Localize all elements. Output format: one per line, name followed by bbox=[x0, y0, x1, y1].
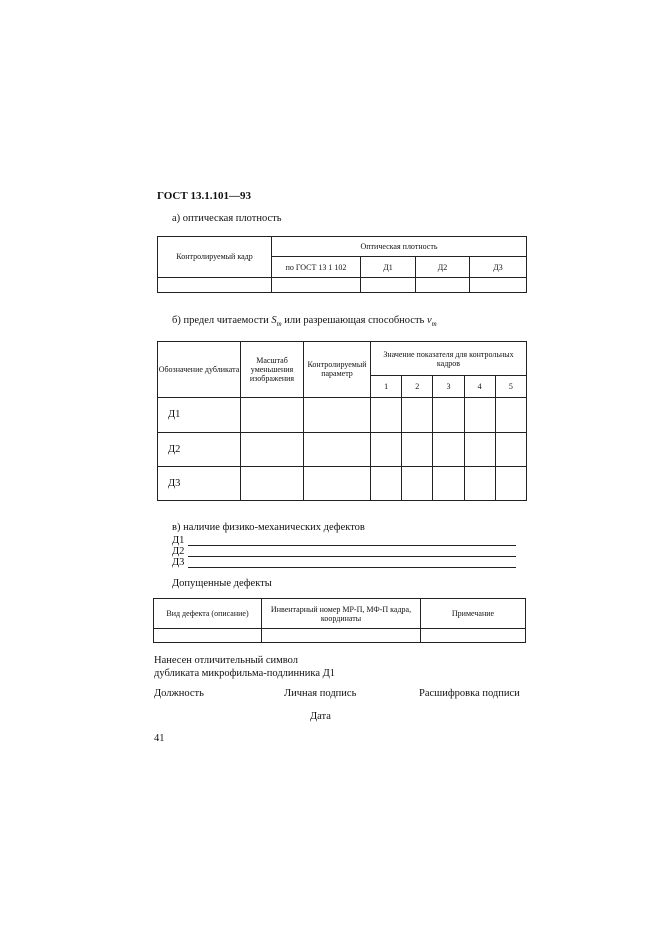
table-cell bbox=[304, 466, 371, 500]
fill-line bbox=[188, 545, 516, 546]
table-cell bbox=[402, 466, 433, 500]
col-d1: Д1 bbox=[361, 257, 416, 277]
table-cell bbox=[470, 277, 527, 292]
table-cell bbox=[272, 277, 361, 292]
row-d3: Д3 bbox=[158, 466, 241, 500]
table-cell bbox=[421, 629, 526, 643]
col-gost: по ГОСТ 13 1 102 bbox=[272, 257, 361, 277]
note-line-1: Нанесен отличительный символ bbox=[154, 655, 299, 666]
col-group-values: Значение показателя для контрольных кадров bbox=[371, 342, 527, 376]
table-cell bbox=[402, 432, 433, 466]
table-cell bbox=[371, 466, 402, 500]
note-line-2: дубликата микрофильма-подлинника Д1 bbox=[154, 668, 336, 679]
table-cell bbox=[262, 629, 421, 643]
table-cell bbox=[241, 432, 304, 466]
doc-code: ГОСТ 13.1.101—93 bbox=[157, 190, 251, 202]
frame-5: 5 bbox=[495, 376, 526, 398]
table-cell bbox=[433, 466, 464, 500]
date-label: Дата bbox=[310, 711, 331, 722]
fill-line bbox=[188, 567, 516, 568]
controlled-frame-header: Контролируемый кадр bbox=[158, 237, 272, 278]
table-cell bbox=[464, 466, 495, 500]
col-duplicate: Обозначение дубликата bbox=[158, 342, 241, 398]
col-note: Примечание bbox=[421, 599, 526, 629]
defects-table bbox=[153, 598, 526, 643]
col-defect-type: Вид дефекта (описание) bbox=[154, 599, 262, 629]
col-d2: Д2 bbox=[416, 257, 470, 277]
col-d3: Д3 bbox=[470, 257, 527, 277]
table-cell bbox=[402, 398, 433, 432]
table-cell bbox=[371, 432, 402, 466]
table-cell bbox=[433, 398, 464, 432]
col-parameter: Контролируемый параметр bbox=[304, 342, 371, 398]
table-cell bbox=[241, 466, 304, 500]
table-cell bbox=[464, 432, 495, 466]
table-cell bbox=[495, 398, 526, 432]
table-cell bbox=[304, 398, 371, 432]
table-cell bbox=[433, 432, 464, 466]
table-cell bbox=[416, 277, 470, 292]
table-cell bbox=[495, 466, 526, 500]
defect-item-d1: Д1 bbox=[172, 535, 185, 546]
frame-1: 1 bbox=[371, 376, 402, 398]
frame-4: 4 bbox=[464, 376, 495, 398]
row-d1: Д1 bbox=[158, 398, 241, 432]
table-cell bbox=[158, 277, 272, 292]
frame-3: 3 bbox=[433, 376, 464, 398]
col-inventory: Инвентарный номер МР-П, МФ-П кадра, координаты bbox=[262, 599, 421, 629]
section-c-title: в) наличие физико-механических дефектов bbox=[172, 522, 365, 533]
position-label: Должность bbox=[154, 688, 204, 699]
section-a-title: а) оптическая плотность bbox=[172, 213, 282, 224]
table-cell bbox=[464, 398, 495, 432]
table-cell bbox=[304, 432, 371, 466]
optical-density-table bbox=[157, 236, 527, 293]
defect-item-d2: Д2 bbox=[172, 546, 185, 557]
table-cell bbox=[241, 398, 304, 432]
section-b-title: б) предел читаемости $S_m$ или разрешающая способность $v_m$ bbox=[172, 315, 437, 329]
optical-density-header: Оптическая плотность bbox=[272, 237, 527, 257]
signature-label: Личная подпись bbox=[284, 688, 357, 699]
defect-item-d3: Д3 bbox=[172, 557, 185, 568]
decoding-label: Расшифровка подписи bbox=[419, 688, 520, 699]
readability-table bbox=[157, 341, 527, 501]
frame-2: 2 bbox=[402, 376, 433, 398]
col-scale: Масштаб уменьшения изображения bbox=[241, 342, 304, 398]
defects-title: Допущенные дефекты bbox=[172, 578, 272, 589]
table-cell bbox=[154, 629, 262, 643]
table-cell bbox=[361, 277, 416, 292]
fill-line bbox=[188, 556, 516, 557]
table-cell bbox=[371, 398, 402, 432]
table-cell bbox=[495, 432, 526, 466]
page-number: 41 bbox=[154, 733, 165, 744]
row-d2: Д2 bbox=[158, 432, 241, 466]
